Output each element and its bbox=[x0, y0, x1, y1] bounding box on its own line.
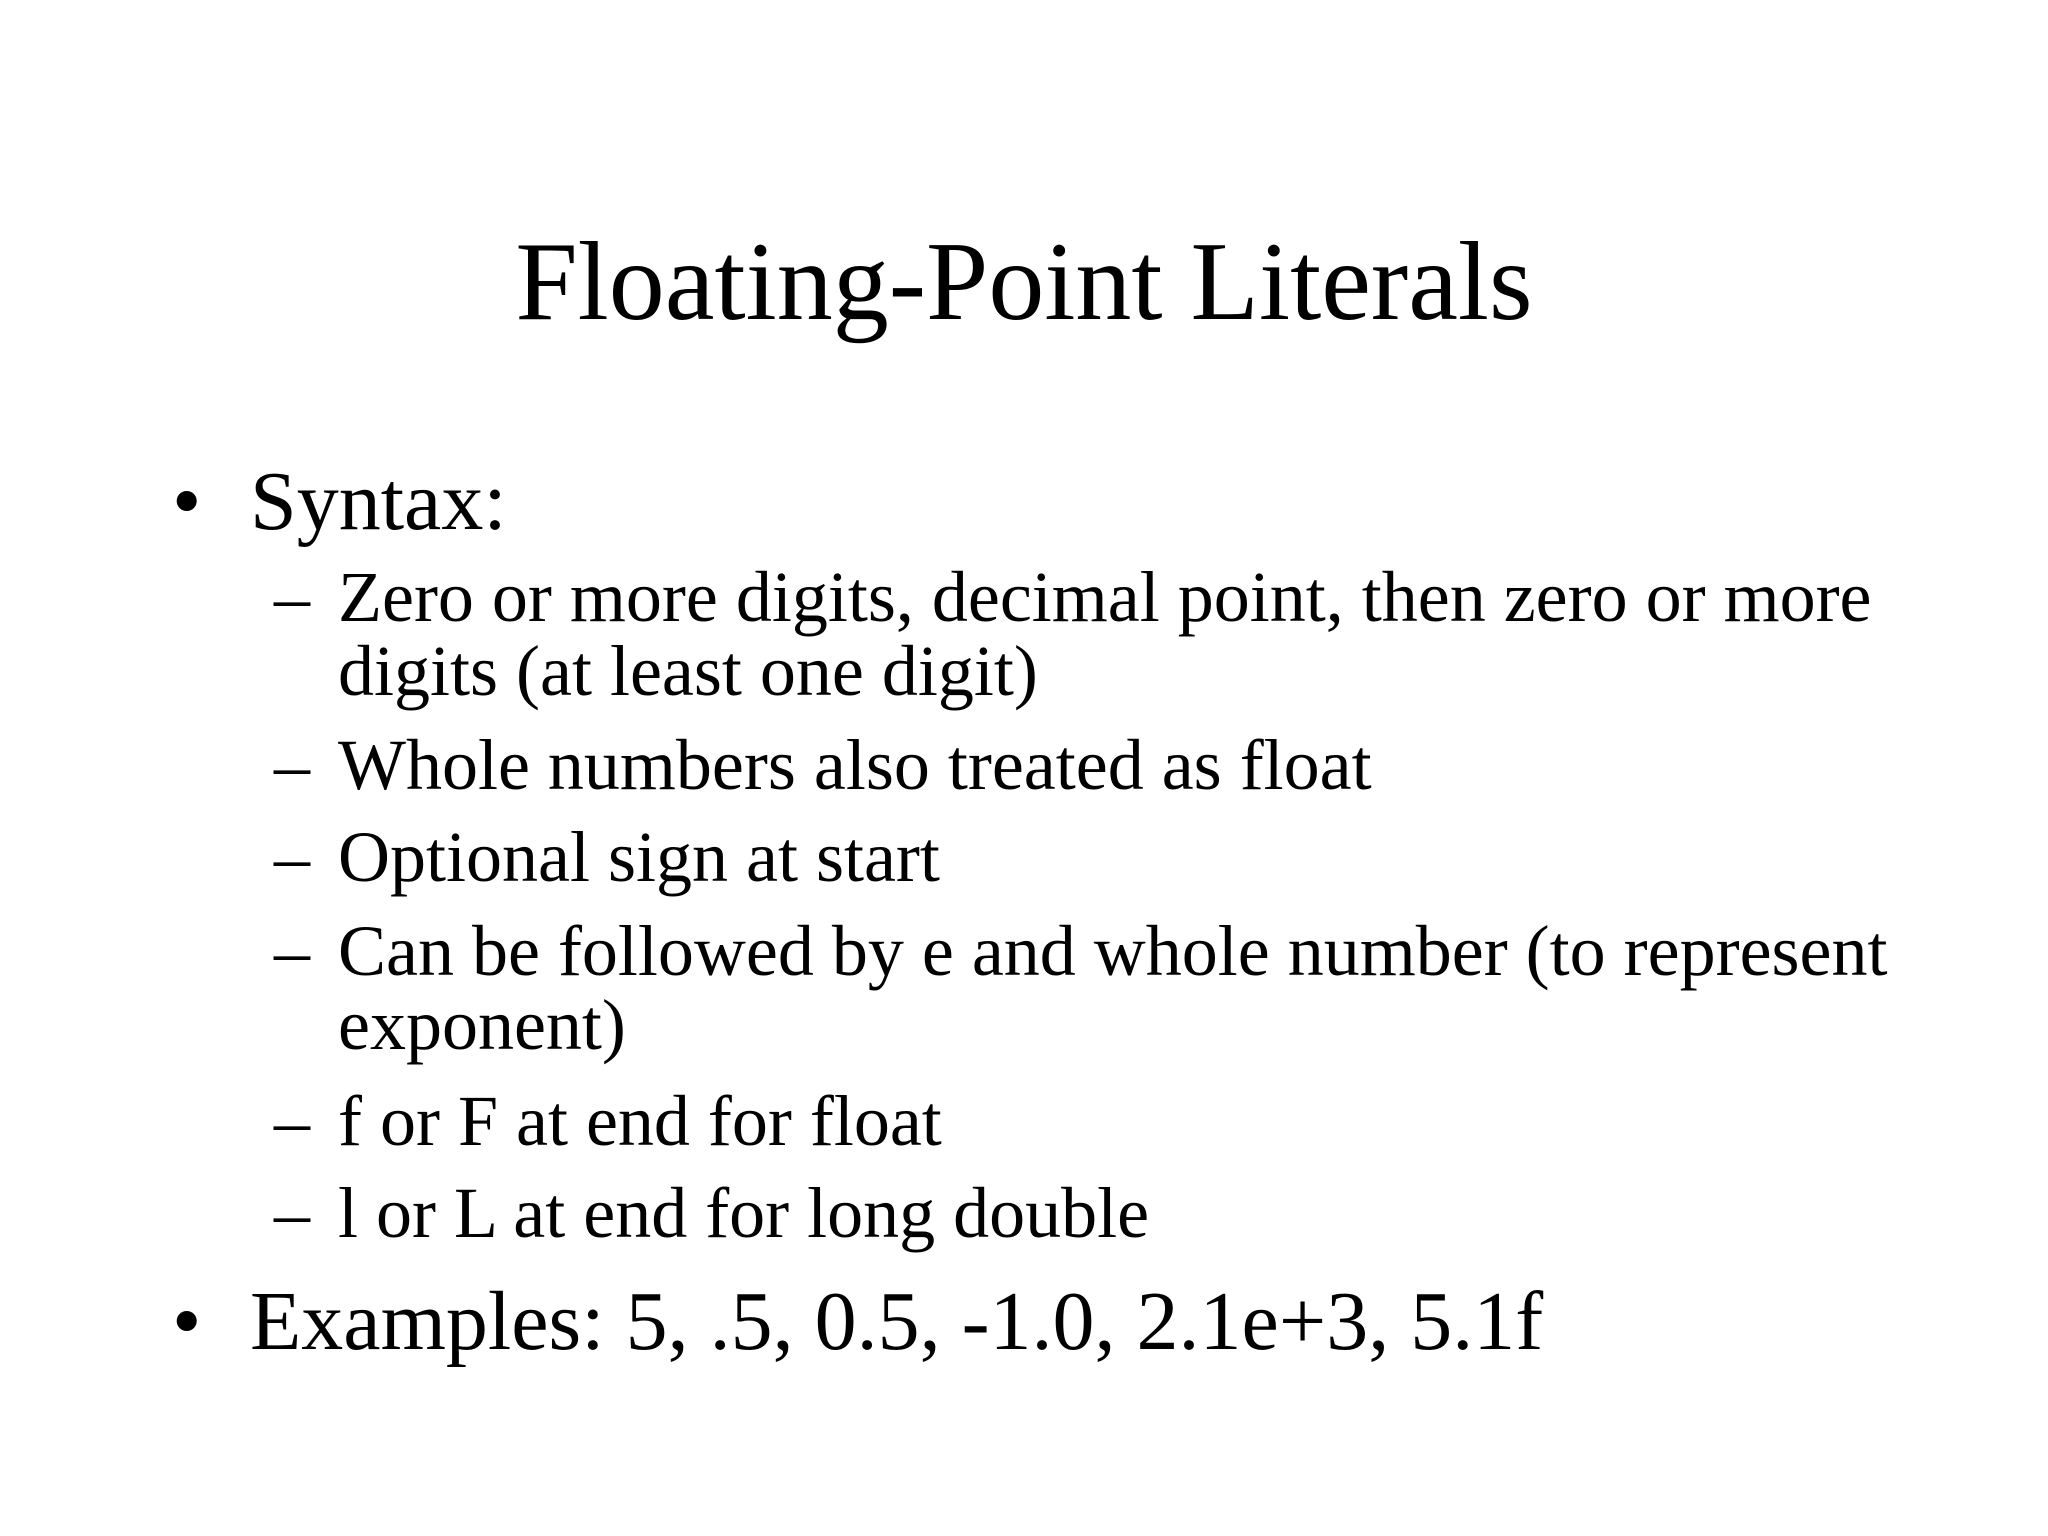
syntax-item-text: Zero or more digits, decimal point, then zero or more digits (at least one digit) bbox=[338, 557, 1872, 711]
syntax-heading: Syntax: bbox=[250, 455, 507, 548]
syntax-item-text: Optional sign at start bbox=[338, 817, 940, 897]
dash-icon: – bbox=[274, 1081, 310, 1161]
bullet-icon: • bbox=[172, 1275, 202, 1368]
examples-text: Examples: 5, .5, 0.5, -1.0, 2.1e+3, 5.1f bbox=[250, 1275, 1544, 1368]
dash-icon: – bbox=[274, 911, 310, 991]
syntax-item-text: l or L at end for long double bbox=[338, 1173, 1150, 1253]
dash-icon: – bbox=[274, 725, 310, 805]
syntax-item-text: f or F at end for float bbox=[338, 1081, 942, 1161]
slide-title: Floating-Point Literals bbox=[515, 220, 1533, 344]
bullet-icon: • bbox=[172, 455, 202, 548]
syntax-item-text: Whole numbers also treated as float bbox=[338, 725, 1372, 805]
dash-icon: – bbox=[274, 1173, 310, 1253]
dash-icon: – bbox=[274, 557, 310, 637]
dash-icon: – bbox=[274, 817, 310, 897]
syntax-item-text: Can be followed by e and whole number (to represent exponent) bbox=[338, 911, 1888, 1065]
